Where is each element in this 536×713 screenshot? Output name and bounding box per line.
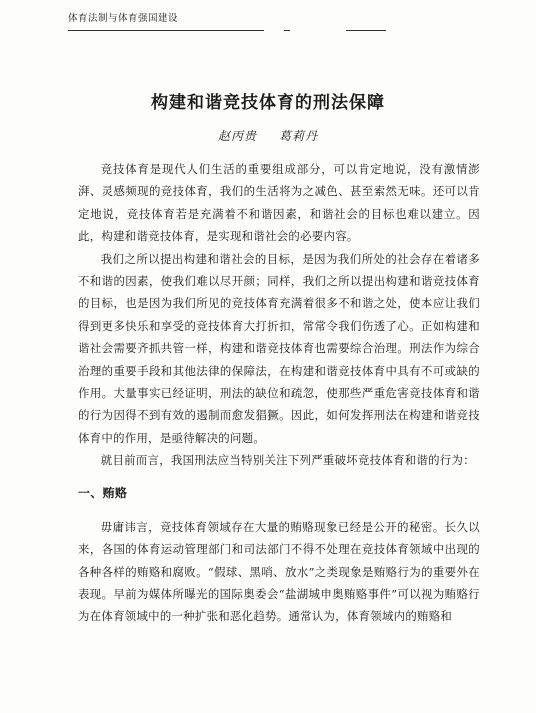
body-paragraph: 我们之所以提出构建和谐社会的目标，是因为我们所处的社会存在着诸多不和谐的因素，使我们难以尽开颜；同样，我们之所以提出构建和谐竞技体育的目标，也是因为我们所见的竞技体育充满着很多不和谐之处，使本应让我们得到更多快乐和享受的竞技体育大打折扣，常常令我们伤透了心。正如构建和谐社会需要齐抓共管一样，构建和谐竞技体育也需要综合治理。刑法作为综合治理的重要手段和其他法律的保障法，在构建和谐竞技体育中具有不可或缺的作用。大量事实已经证明，刑法的缺位和疏忽，使那些严重危害竞技体育和谐的行为因得不到有效的遏制而愈发猖獗。因此，如何发挥刑法在构建和谐竞技体育中的作用，是亟待解决的问题。 xyxy=(78,251,480,445)
running-head-rule-left xyxy=(68,30,264,31)
running-head-rule-right xyxy=(346,30,386,31)
running-head xyxy=(68,9,468,27)
article-authors xyxy=(0,127,536,144)
body-paragraph: 毋庸讳言，竞技体育领域存在大量的贿赂现象已经是公开的秘密。长久以来，各国的体育运动管理部门和司法部门不得不处理在竞技体育领域中出现的各种各样的贿赂和腐败。“假球、黑哨、放水”之类现象是贿赂行为的重要外在表现。早前为媒体所曝光的国际奥委会“盐湖城申奥贿赂事件”可以视为贿赂行为在体育领域中的一种扩张和恶化趋势。通常认为，体育领域内的贿赂和 xyxy=(78,519,480,624)
author-name: 赵丙贵 xyxy=(217,129,257,143)
section-heading: 一、贿赂 xyxy=(78,485,128,500)
body-paragraph: 竞技体育是现代人们生活的重要组成部分，可以肯定地说，没有激情澎湃、灵感频现的竞技体育，我们的生活将为之减色、甚至索然无味。还可以肯定地说，竞技体育若是充满着不和谐因素，和谐社会的目标也难以建立。因此，构建和谐竞技体育，是实现和谐社会的必要内容。 xyxy=(78,162,480,244)
article-title: 构建和谐竞技体育的刑法保障 xyxy=(151,93,385,113)
body-paragraph: 就目前而言，我国刑法应当特别关注下列严重破坏竞技体育和谐的行为： xyxy=(100,453,475,468)
author-name: 葛莉丹 xyxy=(279,129,319,143)
running-head-rule-mark xyxy=(284,30,290,31)
running-head-text: 体育法制与体育强国建设 xyxy=(68,13,179,24)
article-body xyxy=(78,158,480,628)
